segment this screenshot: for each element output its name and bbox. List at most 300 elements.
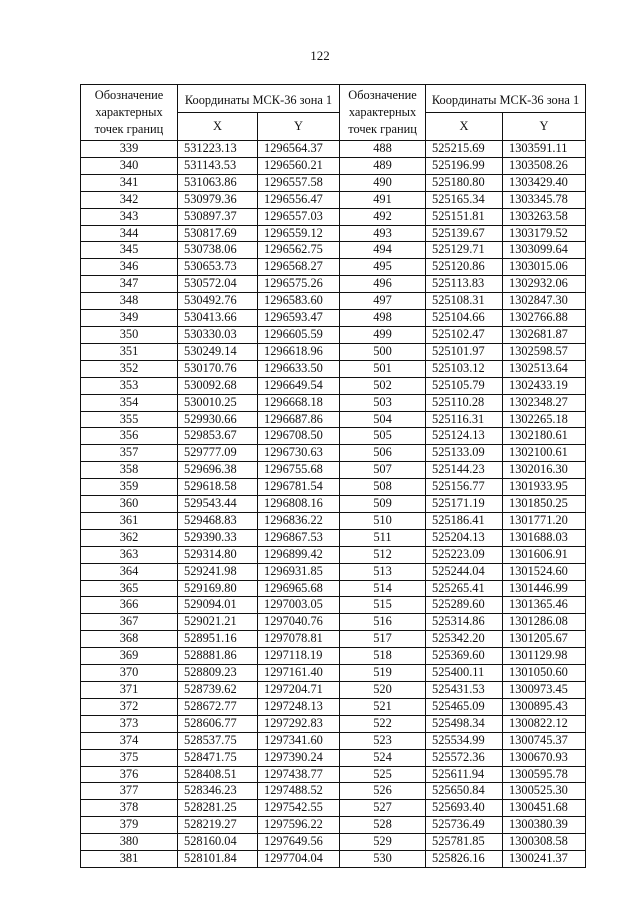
x-coordinate-cell: 529543.44 bbox=[178, 496, 258, 513]
y-coordinate-cell: 1300595.78 bbox=[503, 766, 586, 783]
y-coordinate-cell: 1296708.50 bbox=[258, 428, 340, 445]
table-row bbox=[81, 157, 586, 174]
point-number-cell: 518 bbox=[340, 648, 426, 665]
y-coordinate-cell: 1296755.68 bbox=[258, 462, 340, 479]
point-number-cell: 502 bbox=[340, 377, 426, 394]
y-coordinate-cell: 1301446.99 bbox=[503, 580, 586, 597]
y-coordinate-cell: 1303429.40 bbox=[503, 174, 586, 191]
y-coordinate-cell: 1297292.83 bbox=[258, 715, 340, 732]
point-number-cell: 528 bbox=[340, 817, 426, 834]
point-number-cell: 498 bbox=[340, 310, 426, 327]
point-number-cell: 489 bbox=[340, 157, 426, 174]
table-row bbox=[81, 648, 586, 665]
y-coordinate-cell: 1302598.57 bbox=[503, 343, 586, 360]
y-coordinate-cell: 1303508.26 bbox=[503, 157, 586, 174]
point-number-cell: 501 bbox=[340, 360, 426, 377]
point-number-cell: 352 bbox=[81, 360, 178, 377]
table-row bbox=[81, 225, 586, 242]
y-coordinate-cell: 1296730.63 bbox=[258, 445, 340, 462]
point-number-cell: 524 bbox=[340, 749, 426, 766]
x-coordinate-cell: 525156.77 bbox=[426, 479, 503, 496]
x-coordinate-cell: 525165.34 bbox=[426, 191, 503, 208]
y-coordinate-cell: 1296931.85 bbox=[258, 563, 340, 580]
y-coordinate-cell: 1303263.58 bbox=[503, 208, 586, 225]
x-coordinate-cell: 525826.16 bbox=[426, 851, 503, 868]
x-coordinate-cell: 525120.86 bbox=[426, 259, 503, 276]
y-coordinate-cell: 1296559.12 bbox=[258, 225, 340, 242]
x-coordinate-cell: 528951.16 bbox=[178, 631, 258, 648]
point-number-cell: 521 bbox=[340, 698, 426, 715]
x-coordinate-cell: 525611.94 bbox=[426, 766, 503, 783]
x-coordinate-cell: 528346.23 bbox=[178, 783, 258, 800]
x-coordinate-cell: 525572.36 bbox=[426, 749, 503, 766]
x-coordinate-cell: 525465.09 bbox=[426, 698, 503, 715]
table-row bbox=[81, 698, 586, 715]
point-number-cell: 350 bbox=[81, 326, 178, 343]
coords-group-header-left: Координаты МСК-36 зона 1 bbox=[178, 85, 340, 113]
x-coordinate-cell: 525534.99 bbox=[426, 732, 503, 749]
y-coordinate-cell: 1296557.58 bbox=[258, 174, 340, 191]
point-number-cell: 529 bbox=[340, 834, 426, 851]
point-number-cell: 361 bbox=[81, 512, 178, 529]
point-number-cell: 515 bbox=[340, 597, 426, 614]
table-row bbox=[81, 783, 586, 800]
point-column-header-left: Обозначение характерных точек границ bbox=[81, 85, 178, 141]
y-coordinate-cell: 1296808.16 bbox=[258, 496, 340, 513]
table-row bbox=[81, 817, 586, 834]
y-coordinate-cell: 1296556.47 bbox=[258, 191, 340, 208]
x-coordinate-cell: 528606.77 bbox=[178, 715, 258, 732]
x-coordinate-cell: 525498.34 bbox=[426, 715, 503, 732]
x-coordinate-cell: 525102.47 bbox=[426, 326, 503, 343]
point-number-cell: 349 bbox=[81, 310, 178, 327]
point-number-cell: 372 bbox=[81, 698, 178, 715]
y-coordinate-cell: 1297040.76 bbox=[258, 614, 340, 631]
point-number-cell: 365 bbox=[81, 580, 178, 597]
coords-group-header-right: Координаты МСК-36 зона 1 bbox=[426, 85, 586, 113]
table-row bbox=[81, 479, 586, 496]
x-coordinate-cell: 525369.60 bbox=[426, 648, 503, 665]
point-number-cell: 374 bbox=[81, 732, 178, 749]
y-coordinate-cell: 1301205.67 bbox=[503, 631, 586, 648]
point-number-cell: 339 bbox=[81, 141, 178, 158]
x-coordinate-cell: 525129.71 bbox=[426, 242, 503, 259]
table-row bbox=[81, 377, 586, 394]
x-coordinate-cell: 530413.66 bbox=[178, 310, 258, 327]
y-coordinate-cell: 1300670.93 bbox=[503, 749, 586, 766]
point-number-cell: 522 bbox=[340, 715, 426, 732]
x-coordinate-cell: 525781.85 bbox=[426, 834, 503, 851]
x-coordinate-cell: 531143.53 bbox=[178, 157, 258, 174]
y-coordinate-cell: 1296564.37 bbox=[258, 141, 340, 158]
x-coordinate-cell: 529169.80 bbox=[178, 580, 258, 597]
y-coordinate-cell: 1296562.75 bbox=[258, 242, 340, 259]
point-number-cell: 511 bbox=[340, 529, 426, 546]
point-number-cell: 493 bbox=[340, 225, 426, 242]
point-number-cell: 348 bbox=[81, 293, 178, 310]
x-coordinate-cell: 528809.23 bbox=[178, 665, 258, 682]
x-coordinate-cell: 530092.68 bbox=[178, 377, 258, 394]
point-number-cell: 354 bbox=[81, 394, 178, 411]
y-coordinate-cell: 1296687.86 bbox=[258, 411, 340, 428]
y-coordinate-cell: 1296605.59 bbox=[258, 326, 340, 343]
point-number-cell: 377 bbox=[81, 783, 178, 800]
point-column-header-right: Обозначение характерных точек границ bbox=[340, 85, 426, 141]
x-coordinate-cell: 525139.67 bbox=[426, 225, 503, 242]
y-coordinate-cell: 1297438.77 bbox=[258, 766, 340, 783]
point-number-cell: 491 bbox=[340, 191, 426, 208]
x-coordinate-cell: 530897.37 bbox=[178, 208, 258, 225]
y-coordinate-cell: 1303345.78 bbox=[503, 191, 586, 208]
x-coordinate-cell: 530492.76 bbox=[178, 293, 258, 310]
point-number-cell: 495 bbox=[340, 259, 426, 276]
x-coordinate-cell: 530817.69 bbox=[178, 225, 258, 242]
point-number-cell: 505 bbox=[340, 428, 426, 445]
table-row bbox=[81, 428, 586, 445]
x-coordinate-cell: 529241.98 bbox=[178, 563, 258, 580]
point-number-cell: 359 bbox=[81, 479, 178, 496]
y-coordinate-cell: 1302766.88 bbox=[503, 310, 586, 327]
point-number-cell: 347 bbox=[81, 276, 178, 293]
point-number-cell: 525 bbox=[340, 766, 426, 783]
table-row bbox=[81, 682, 586, 699]
point-number-cell: 504 bbox=[340, 411, 426, 428]
y-coordinate-cell: 1300895.43 bbox=[503, 698, 586, 715]
table-row bbox=[81, 749, 586, 766]
table-row bbox=[81, 242, 586, 259]
y-coordinate-cell: 1297390.24 bbox=[258, 749, 340, 766]
x-coordinate-cell: 525289.60 bbox=[426, 597, 503, 614]
y-column-header-right: Y bbox=[503, 113, 586, 141]
point-number-cell: 343 bbox=[81, 208, 178, 225]
y-coordinate-cell: 1296618.96 bbox=[258, 343, 340, 360]
y-coordinate-cell: 1296568.27 bbox=[258, 259, 340, 276]
point-number-cell: 342 bbox=[81, 191, 178, 208]
y-coordinate-cell: 1300822.12 bbox=[503, 715, 586, 732]
x-coordinate-cell: 531063.86 bbox=[178, 174, 258, 191]
y-coordinate-cell: 1302513.64 bbox=[503, 360, 586, 377]
x-coordinate-cell: 530249.14 bbox=[178, 343, 258, 360]
y-coordinate-cell: 1296575.26 bbox=[258, 276, 340, 293]
x-coordinate-cell: 529094.01 bbox=[178, 597, 258, 614]
point-number-cell: 512 bbox=[340, 546, 426, 563]
y-coordinate-cell: 1303099.64 bbox=[503, 242, 586, 259]
x-coordinate-cell: 530170.76 bbox=[178, 360, 258, 377]
x-coordinate-cell: 525144.23 bbox=[426, 462, 503, 479]
y-coordinate-cell: 1302265.18 bbox=[503, 411, 586, 428]
y-coordinate-cell: 1301286.08 bbox=[503, 614, 586, 631]
table-row bbox=[81, 851, 586, 868]
table-row bbox=[81, 208, 586, 225]
y-coordinate-cell: 1302348.27 bbox=[503, 394, 586, 411]
point-number-cell: 488 bbox=[340, 141, 426, 158]
point-number-cell: 506 bbox=[340, 445, 426, 462]
x-coordinate-cell: 525104.66 bbox=[426, 310, 503, 327]
x-coordinate-cell: 525314.86 bbox=[426, 614, 503, 631]
x-coordinate-cell: 525650.84 bbox=[426, 783, 503, 800]
x-coordinate-cell: 525113.83 bbox=[426, 276, 503, 293]
table-row bbox=[81, 631, 586, 648]
x-coordinate-cell: 525736.49 bbox=[426, 817, 503, 834]
table-row bbox=[81, 563, 586, 580]
y-coordinate-cell: 1296965.68 bbox=[258, 580, 340, 597]
y-coordinate-cell: 1302100.61 bbox=[503, 445, 586, 462]
y-coordinate-cell: 1297341.60 bbox=[258, 732, 340, 749]
y-coordinate-cell: 1300973.45 bbox=[503, 682, 586, 699]
point-number-cell: 355 bbox=[81, 411, 178, 428]
x-coordinate-cell: 525101.97 bbox=[426, 343, 503, 360]
table-row bbox=[81, 343, 586, 360]
table-row bbox=[81, 360, 586, 377]
point-number-cell: 362 bbox=[81, 529, 178, 546]
point-number-cell: 500 bbox=[340, 343, 426, 360]
point-number-cell: 492 bbox=[340, 208, 426, 225]
x-coordinate-cell: 529930.66 bbox=[178, 411, 258, 428]
x-coordinate-cell: 525171.19 bbox=[426, 496, 503, 513]
table-row bbox=[81, 191, 586, 208]
y-coordinate-cell: 1302433.19 bbox=[503, 377, 586, 394]
point-number-cell: 369 bbox=[81, 648, 178, 665]
x-coordinate-cell: 529853.67 bbox=[178, 428, 258, 445]
table-row bbox=[81, 310, 586, 327]
y-coordinate-cell: 1297542.55 bbox=[258, 800, 340, 817]
x-coordinate-cell: 530572.04 bbox=[178, 276, 258, 293]
table-row bbox=[81, 462, 586, 479]
x-coordinate-cell: 529021.21 bbox=[178, 614, 258, 631]
y-column-header-left: Y bbox=[258, 113, 340, 141]
y-coordinate-cell: 1297078.81 bbox=[258, 631, 340, 648]
point-number-cell: 510 bbox=[340, 512, 426, 529]
y-coordinate-cell: 1303591.11 bbox=[503, 141, 586, 158]
x-coordinate-cell: 525204.13 bbox=[426, 529, 503, 546]
y-coordinate-cell: 1296557.03 bbox=[258, 208, 340, 225]
y-coordinate-cell: 1302847.30 bbox=[503, 293, 586, 310]
x-coordinate-cell: 529777.09 bbox=[178, 445, 258, 462]
x-coordinate-cell: 529468.83 bbox=[178, 512, 258, 529]
y-coordinate-cell: 1302932.06 bbox=[503, 276, 586, 293]
point-number-cell: 381 bbox=[81, 851, 178, 868]
x-coordinate-cell: 529314.80 bbox=[178, 546, 258, 563]
point-number-cell: 373 bbox=[81, 715, 178, 732]
x-coordinate-cell: 525108.31 bbox=[426, 293, 503, 310]
table-row bbox=[81, 614, 586, 631]
y-coordinate-cell: 1302681.87 bbox=[503, 326, 586, 343]
y-coordinate-cell: 1301129.98 bbox=[503, 648, 586, 665]
coordinates-table bbox=[80, 84, 586, 868]
y-coordinate-cell: 1297649.56 bbox=[258, 834, 340, 851]
point-number-cell: 523 bbox=[340, 732, 426, 749]
table-row bbox=[81, 445, 586, 462]
point-number-cell: 490 bbox=[340, 174, 426, 191]
y-coordinate-cell: 1297118.19 bbox=[258, 648, 340, 665]
point-number-cell: 364 bbox=[81, 563, 178, 580]
x-coordinate-cell: 528281.25 bbox=[178, 800, 258, 817]
x-coordinate-cell: 525342.20 bbox=[426, 631, 503, 648]
y-coordinate-cell: 1296668.18 bbox=[258, 394, 340, 411]
point-number-cell: 344 bbox=[81, 225, 178, 242]
point-number-cell: 367 bbox=[81, 614, 178, 631]
point-number-cell: 358 bbox=[81, 462, 178, 479]
x-coordinate-cell: 530979.36 bbox=[178, 191, 258, 208]
y-coordinate-cell: 1296899.42 bbox=[258, 546, 340, 563]
y-coordinate-cell: 1303179.52 bbox=[503, 225, 586, 242]
y-coordinate-cell: 1297204.71 bbox=[258, 682, 340, 699]
table-row bbox=[81, 512, 586, 529]
y-coordinate-cell: 1297704.04 bbox=[258, 851, 340, 868]
x-coordinate-cell: 525431.53 bbox=[426, 682, 503, 699]
point-number-cell: 356 bbox=[81, 428, 178, 445]
point-number-cell: 345 bbox=[81, 242, 178, 259]
x-coordinate-cell: 525223.09 bbox=[426, 546, 503, 563]
point-number-cell: 363 bbox=[81, 546, 178, 563]
table-row bbox=[81, 174, 586, 191]
y-coordinate-cell: 1301365.46 bbox=[503, 597, 586, 614]
point-number-cell: 346 bbox=[81, 259, 178, 276]
y-coordinate-cell: 1300745.37 bbox=[503, 732, 586, 749]
table-row bbox=[81, 715, 586, 732]
x-coordinate-cell: 528672.77 bbox=[178, 698, 258, 715]
x-coordinate-cell: 528160.04 bbox=[178, 834, 258, 851]
point-number-cell: 508 bbox=[340, 479, 426, 496]
x-coordinate-cell: 530010.25 bbox=[178, 394, 258, 411]
point-number-cell: 526 bbox=[340, 783, 426, 800]
table-row bbox=[81, 394, 586, 411]
table-row bbox=[81, 546, 586, 563]
y-coordinate-cell: 1300451.68 bbox=[503, 800, 586, 817]
x-column-header-left: X bbox=[178, 113, 258, 141]
table-row bbox=[81, 276, 586, 293]
x-coordinate-cell: 529618.58 bbox=[178, 479, 258, 496]
point-number-cell: 520 bbox=[340, 682, 426, 699]
point-number-cell: 360 bbox=[81, 496, 178, 513]
y-coordinate-cell: 1302180.61 bbox=[503, 428, 586, 445]
y-coordinate-cell: 1302016.30 bbox=[503, 462, 586, 479]
table-row bbox=[81, 732, 586, 749]
point-number-cell: 499 bbox=[340, 326, 426, 343]
x-coordinate-cell: 530330.03 bbox=[178, 326, 258, 343]
x-coordinate-cell: 525103.12 bbox=[426, 360, 503, 377]
x-coordinate-cell: 529390.33 bbox=[178, 529, 258, 546]
table-row bbox=[81, 326, 586, 343]
point-number-cell: 353 bbox=[81, 377, 178, 394]
y-coordinate-cell: 1301050.60 bbox=[503, 665, 586, 682]
y-coordinate-cell: 1296836.22 bbox=[258, 512, 340, 529]
table-row bbox=[81, 411, 586, 428]
y-coordinate-cell: 1300380.39 bbox=[503, 817, 586, 834]
y-coordinate-cell: 1301606.91 bbox=[503, 546, 586, 563]
point-number-cell: 368 bbox=[81, 631, 178, 648]
point-number-cell: 341 bbox=[81, 174, 178, 191]
point-number-cell: 378 bbox=[81, 800, 178, 817]
x-column-header-right: X bbox=[426, 113, 503, 141]
x-coordinate-cell: 525244.04 bbox=[426, 563, 503, 580]
point-number-cell: 357 bbox=[81, 445, 178, 462]
y-coordinate-cell: 1297003.05 bbox=[258, 597, 340, 614]
y-coordinate-cell: 1296867.53 bbox=[258, 529, 340, 546]
point-number-cell: 530 bbox=[340, 851, 426, 868]
y-coordinate-cell: 1300525.30 bbox=[503, 783, 586, 800]
x-coordinate-cell: 525215.69 bbox=[426, 141, 503, 158]
x-coordinate-cell: 528101.84 bbox=[178, 851, 258, 868]
point-number-cell: 371 bbox=[81, 682, 178, 699]
point-number-cell: 375 bbox=[81, 749, 178, 766]
x-coordinate-cell: 525133.09 bbox=[426, 445, 503, 462]
y-coordinate-cell: 1296593.47 bbox=[258, 310, 340, 327]
y-coordinate-cell: 1301688.03 bbox=[503, 529, 586, 546]
table-row bbox=[81, 529, 586, 546]
x-coordinate-cell: 525110.28 bbox=[426, 394, 503, 411]
x-coordinate-cell: 525105.79 bbox=[426, 377, 503, 394]
point-number-cell: 494 bbox=[340, 242, 426, 259]
x-coordinate-cell: 528408.51 bbox=[178, 766, 258, 783]
x-coordinate-cell: 528881.86 bbox=[178, 648, 258, 665]
y-coordinate-cell: 1300308.58 bbox=[503, 834, 586, 851]
x-coordinate-cell: 525151.81 bbox=[426, 208, 503, 225]
x-coordinate-cell: 525693.40 bbox=[426, 800, 503, 817]
point-number-cell: 517 bbox=[340, 631, 426, 648]
point-number-cell: 376 bbox=[81, 766, 178, 783]
table-row bbox=[81, 141, 586, 158]
y-coordinate-cell: 1296781.54 bbox=[258, 479, 340, 496]
table-row bbox=[81, 766, 586, 783]
x-coordinate-cell: 525186.41 bbox=[426, 512, 503, 529]
point-number-cell: 516 bbox=[340, 614, 426, 631]
x-coordinate-cell: 530653.73 bbox=[178, 259, 258, 276]
table-row bbox=[81, 834, 586, 851]
point-number-cell: 496 bbox=[340, 276, 426, 293]
point-number-cell: 366 bbox=[81, 597, 178, 614]
y-coordinate-cell: 1303015.06 bbox=[503, 259, 586, 276]
y-coordinate-cell: 1296560.21 bbox=[258, 157, 340, 174]
point-number-cell: 497 bbox=[340, 293, 426, 310]
x-coordinate-cell: 528739.62 bbox=[178, 682, 258, 699]
x-coordinate-cell: 531223.13 bbox=[178, 141, 258, 158]
point-number-cell: 340 bbox=[81, 157, 178, 174]
x-coordinate-cell: 525116.31 bbox=[426, 411, 503, 428]
x-coordinate-cell: 530738.06 bbox=[178, 242, 258, 259]
table-body bbox=[81, 141, 586, 868]
y-coordinate-cell: 1301933.95 bbox=[503, 479, 586, 496]
table-row bbox=[81, 259, 586, 276]
y-coordinate-cell: 1301771.20 bbox=[503, 512, 586, 529]
point-number-cell: 527 bbox=[340, 800, 426, 817]
x-coordinate-cell: 528537.75 bbox=[178, 732, 258, 749]
y-coordinate-cell: 1300241.37 bbox=[503, 851, 586, 868]
x-coordinate-cell: 525180.80 bbox=[426, 174, 503, 191]
table-row bbox=[81, 597, 586, 614]
point-number-cell: 519 bbox=[340, 665, 426, 682]
y-coordinate-cell: 1297161.40 bbox=[258, 665, 340, 682]
point-number-cell: 379 bbox=[81, 817, 178, 834]
x-coordinate-cell: 525265.41 bbox=[426, 580, 503, 597]
point-number-cell: 380 bbox=[81, 834, 178, 851]
table-row bbox=[81, 665, 586, 682]
y-coordinate-cell: 1296649.54 bbox=[258, 377, 340, 394]
y-coordinate-cell: 1297248.13 bbox=[258, 698, 340, 715]
point-number-cell: 509 bbox=[340, 496, 426, 513]
x-coordinate-cell: 528219.27 bbox=[178, 817, 258, 834]
y-coordinate-cell: 1296583.60 bbox=[258, 293, 340, 310]
table-row bbox=[81, 580, 586, 597]
point-number-cell: 507 bbox=[340, 462, 426, 479]
x-coordinate-cell: 525196.99 bbox=[426, 157, 503, 174]
table-row bbox=[81, 496, 586, 513]
point-number-cell: 351 bbox=[81, 343, 178, 360]
y-coordinate-cell: 1301850.25 bbox=[503, 496, 586, 513]
y-coordinate-cell: 1301524.60 bbox=[503, 563, 586, 580]
x-coordinate-cell: 529696.38 bbox=[178, 462, 258, 479]
y-coordinate-cell: 1297488.52 bbox=[258, 783, 340, 800]
